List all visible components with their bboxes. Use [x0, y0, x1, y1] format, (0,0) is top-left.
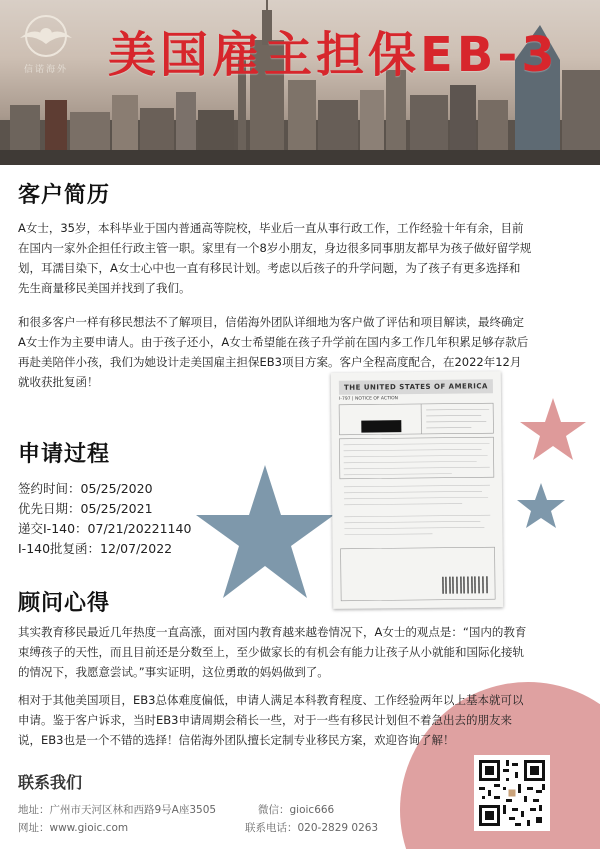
contact-wechat: 微信：gioic666: [258, 804, 335, 816]
process-item-i140-approved: I-140批复函：12/07/2022: [18, 541, 173, 556]
process-item-i140-filed: 递交I-140：07/21/20221140: [18, 521, 192, 536]
doc-subheader: I-797 | NOTICE OF ACTION: [339, 396, 399, 402]
client-paragraph-2: [18, 312, 588, 392]
star-blue-small: [517, 483, 565, 528]
section-heading-process: 申请过程: [18, 442, 111, 467]
section-heading-advisor: 顾问心得: [18, 591, 111, 616]
text-line: 在国内一家外企担任行政主管一职。家里有一个8岁小朋友，身边很多同事朋友都早为孩子做好留学规: [18, 241, 532, 255]
text-line: A女士作为主要申请人。由于孩子还小，A女士希望能在孩子升学前在国内多工作几年积累足够存款后: [18, 335, 529, 349]
logo-text: 信诺海外: [23, 65, 68, 75]
star-pink: [520, 398, 586, 460]
contact-phone: 联系电话：020-2829 0263: [245, 822, 379, 834]
contact-address: 地址：广州市天河区林和西路9号A座3505: [18, 804, 217, 816]
text-line: 就收获批复函！: [18, 375, 99, 389]
qr-code: [474, 755, 550, 831]
process-item-priority-date: 优先日期：05/25/2021: [18, 501, 153, 516]
advisor-paragraph-2: [18, 690, 593, 750]
text-line: 说，EB3也是一个不错的选择！信偌海外团队擅长定制专业移民方案，欢迎咨询了解！: [18, 733, 455, 747]
page-title: 美国雇主担保EB-3: [108, 27, 559, 83]
text-line: 先生商量移民美国并找到了我们。: [18, 281, 191, 295]
redaction-box: [361, 420, 401, 432]
process-item-sign-date: 签约时间：05/25/2020: [18, 481, 153, 496]
text-line: A女士，35岁，本科毕业于国内普通高等院校，毕业后一直从事行政工作，工作经验十年有余，目前: [18, 221, 524, 235]
doc-header: THE UNITED STATES OF AMERICA: [339, 379, 493, 395]
text-line: 再赴美陪伴小孩，我们为她设计走美国雇主担保EB3项目方案。客户全程高度配合，在2022年12月: [18, 355, 522, 369]
text-line: 划，耳濡目染下，A女士心中也一直有移民计划。考虑以后孩子的升学问题，为了孩子有更多选择和: [18, 261, 521, 275]
advisor-paragraph-1: [18, 622, 593, 682]
client-paragraph-1: [18, 218, 588, 298]
contact-heading: 联系我们: [18, 773, 83, 792]
star-blue-large: [196, 465, 334, 598]
text-line: 申请。鉴于客户诉求，当时EB3申请周期会稍长一些，对于一些有移民计划但不着急出去的朋友来: [18, 713, 512, 727]
text-line: 和很多客户一样有移民想法不了解项目，信偌海外团队详细地为客户做了评估和项目解读，最终确定: [18, 315, 524, 329]
section-heading-client: 客户简历: [18, 183, 111, 208]
text-line: 其实教育移民最近几年热度一直高涨，面对国内教育越来越卷情况下，A女士的观点是：“国内的教育: [18, 625, 527, 639]
text-line: 相对于其他美国项目，EB3总体难度偏低，申请人满足本科教育程度、工作经验两年以上基本就可以: [18, 693, 524, 707]
text-line: 的情况下，我愿意尝试。”事实证明，这位勇敢的妈妈做到了。: [18, 665, 329, 679]
text-line: 束缚孩子的天性，而且目前还是分数至上，至少做家长的有机会有能力让孩子从小就能和国际化接轨: [18, 645, 524, 659]
doc-body: [331, 371, 503, 609]
approval-notice-image: [331, 371, 503, 609]
contact-website: 网址：www.gioic.com: [18, 822, 129, 834]
